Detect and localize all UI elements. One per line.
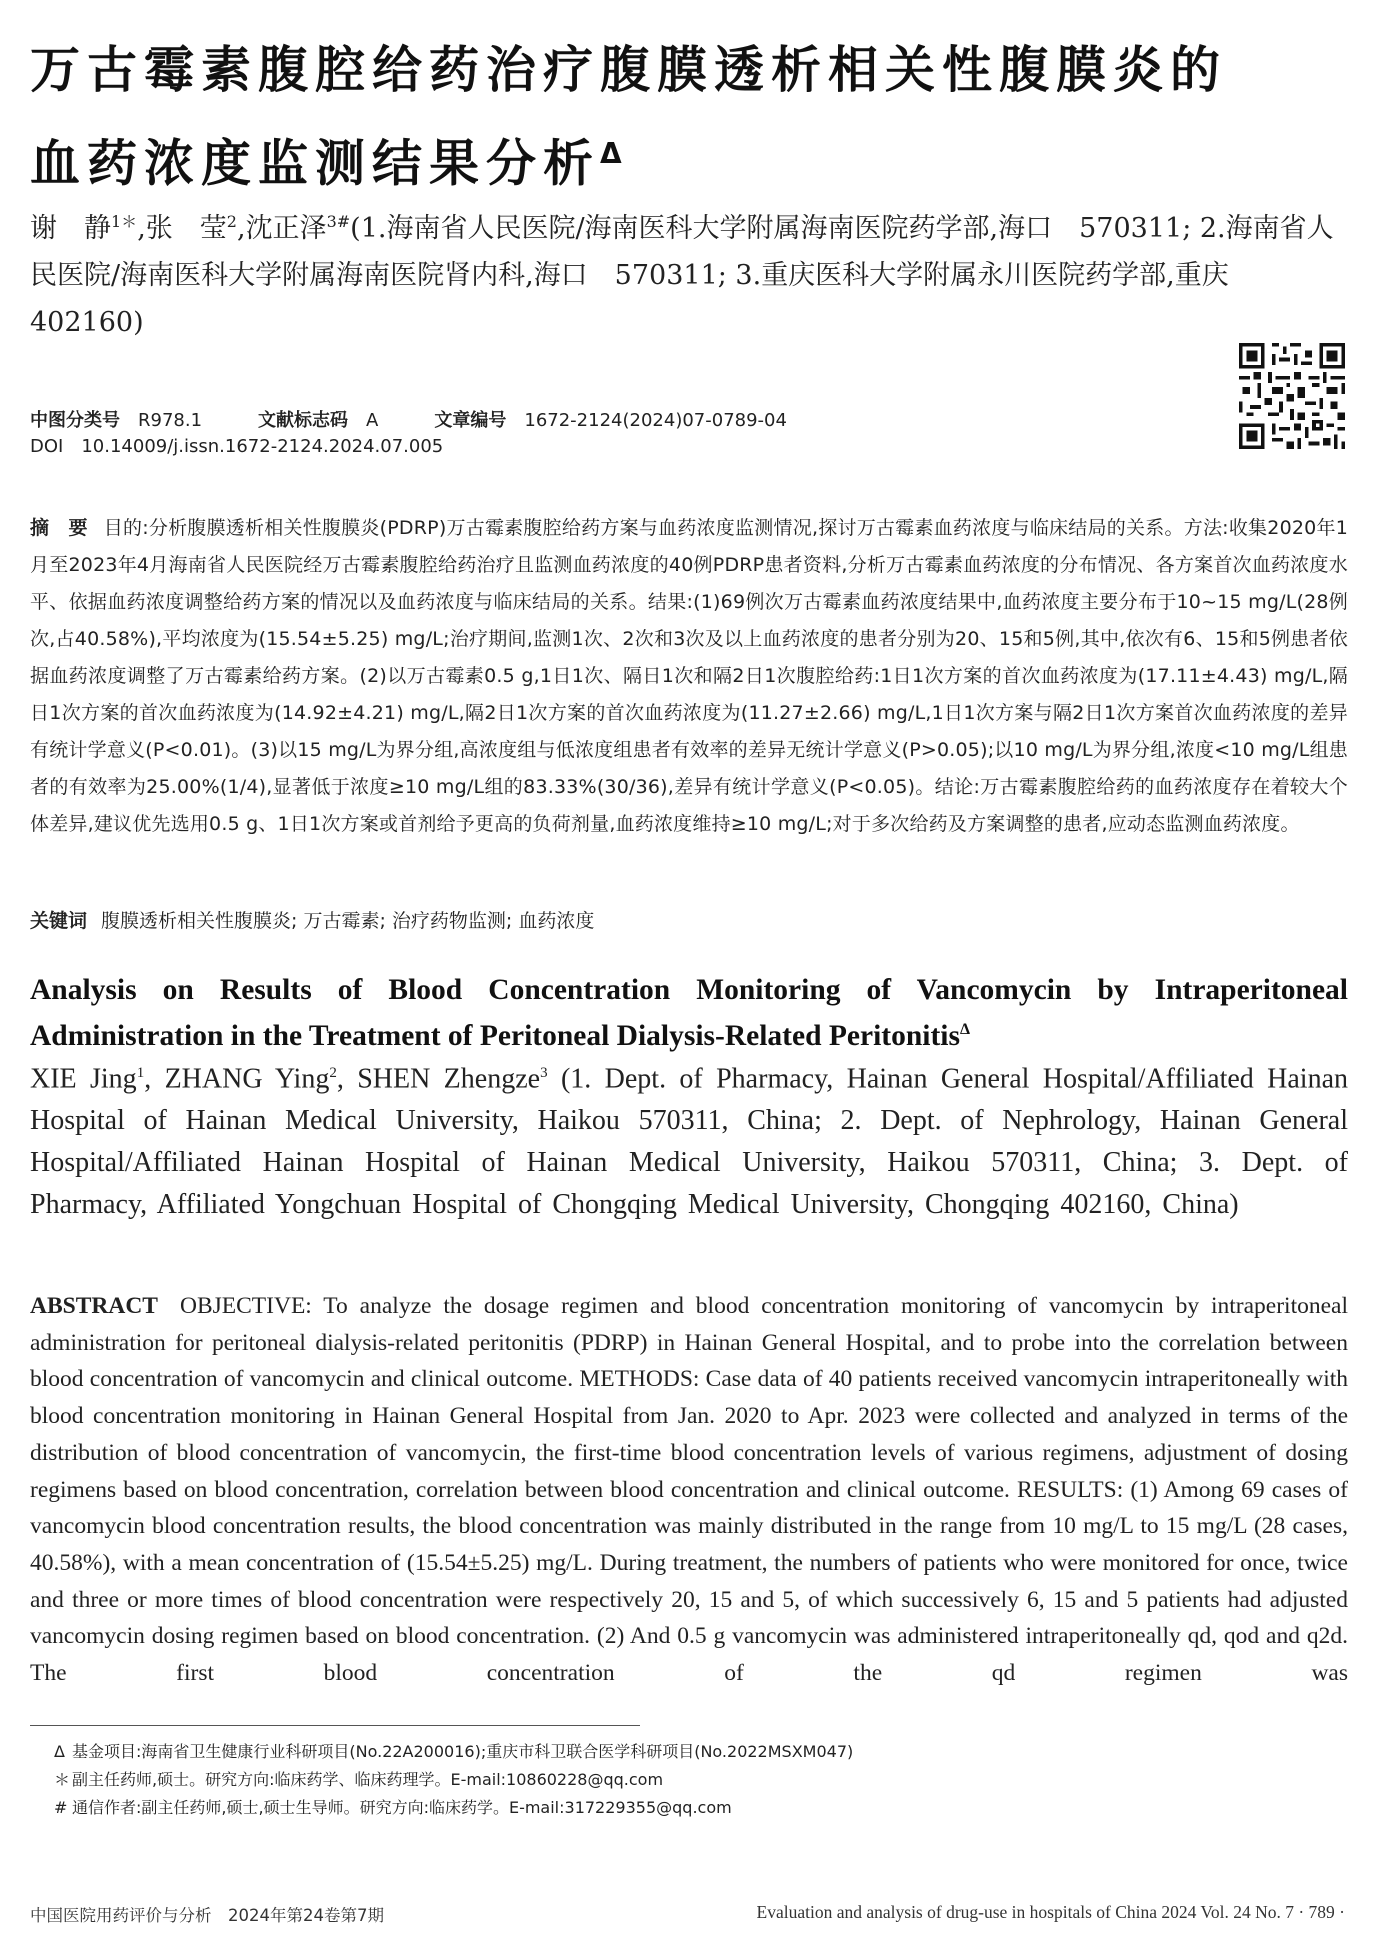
footnote-divider [30, 1725, 640, 1726]
corresponding-footnote [54, 1794, 1332, 1822]
author-name: 沈正泽 [245, 213, 327, 244]
english-abstract-text: OBJECTIVE: To analyze the dosage regimen and blood concentration monitoring of vancomycin by intraperitoneal administration for peritoneal dialysis-related peritonitis (PDRP) in Hainan General Hospital, and to probe into the correlation between blood concentration of vancomycin and clinical outcome. METHODS: Case data of 40 patients received vancomycin intraperitoneally with blood concentration monitoring in Hainan General Hospital from Jan. 2020 to Apr. 2023 were collected and analyzed in terms of the distribution of blood concentration of vancomycin, the first-time blood concentration levels of various regimens, adjustment of dosing regimens based on blood concentration, correlation between blood concentration and clinical outcome. RESULTS: (1) Among 69 cases of vancomycin blood concentration results, the blood concentration was mainly distributed in the range from 10 mg/L to 15 mg/L (28 cases, 40.58%), with a mean concentration of (15.54±5.25) mg/L. During treatment, the numbers of patients who were monitored for once, twice and three or more times of blood concentration were respectively 20, 15 and 5, of which successively 6, 15 and 5 patients had adjusted vancomycin dosing regimen based on blood concentration. (2) And 0.5 g vancomycin was administered intraperitoneally qd, qod and q2d. The first blood concentration of the qd regimen was [30, 1293, 1348, 1687]
author-sup: 1＊ [111, 212, 138, 231]
first-author-footnote [54, 1766, 1332, 1794]
qr-code-icon [1239, 343, 1345, 449]
chinese-abstract-label: 摘 要 [30, 517, 88, 539]
author-sup: 3# [326, 212, 351, 231]
classification-line [30, 406, 787, 432]
chinese-title [30, 28, 1350, 206]
author-name: SHEN Zhengze [357, 1063, 541, 1095]
author-name: ZHANG Ying [164, 1063, 330, 1095]
fund-text: 基金项目:海南省卫生健康行业科研项目(No.22A200016);重庆市科卫联合医学科研项目(No.2022MSXM047) [72, 1742, 854, 1761]
article-no-label: 文章编号 [434, 410, 507, 431]
fund-triangle-mark: Δ [959, 1021, 970, 1038]
chinese-keywords-label: 关键词 [30, 910, 88, 932]
author-sup: 2 [226, 212, 237, 231]
author-sup: 3 [540, 1065, 548, 1081]
footnotes [54, 1738, 1332, 1822]
chinese-title-line1: 万古霉素腹腔给药治疗腹膜透析相关性腹膜炎的 [30, 41, 1227, 99]
fund-footnote [54, 1738, 1332, 1766]
chinese-abstract [30, 510, 1348, 843]
chinese-affiliations: (1.海南省人民医院/海南医科大学附属海南医院药学部,海口 570311; 2.海南省人民医院/海南医科大学附属海南医院肾内科,海口 570311; 3.重庆医科大学附属永川医院药学部,重庆 402160) [30, 213, 1334, 338]
fund-triangle-mark: Δ [600, 137, 622, 170]
doi-line [30, 436, 443, 457]
chinese-abstract-text: 目的:分析腹膜透析相关性腹膜炎(PDRP)万古霉素腹腔给药方案与血药浓度监测情况,探讨万古霉素血药浓度与临床结局的关系。方法:收集2020年1月至2023年4月海南省人民医院经万古霉素腹腔给药治疗且监测血药浓度的40例PDRP患者资料,分析万古霉素血药浓度的分布情况、各方案首次血药浓度水平、依据血药浓度调整给药方案的情况以及血药浓度与临床结局的关系。结果:(1)69例次万古霉素血药浓度结果中,血药浓度主要分布于10~15 mg/L(28例次,占40.58%),平均浓度为(15.54±5.25) mg/L;治疗期间,监测1次、2次和3次及以上血药浓度的患者分别为20、15和5例,其中,依次有6、15和5例患者依据血药浓度调整了万古霉素给药方案。(2)以万古霉素0.5 g,1日1次、隔日1次和隔2日1次腹腔给药:1日1次方案的首次血药浓度为(17.11±4.43) mg/L,隔日1次方案的首次血药浓度为(14.92±4.21) mg/L,隔2日1次方案的首次血药浓度为(11.27±2.66) mg/L,1日1次方案与隔2日1次方案首次血药浓度的差异有统计学意义(P<0.01)。(3)以15 mg/L为界分组,高浓度组与低浓度组患者有效率的差异无统计学意义(P>0.05);以10 mg/L为界分组,浓度<10 mg/L组患者的有效率为25.00%(1/4),显著低于浓度≥10 mg/L组的83.33%(30/36),差异有统计学意义(P<0.05)。结论:万古霉素腹腔给药的血药浓度存在着较大个体差异,建议优先选用0.5 g、1日1次方案或首剂给予更高的负荷剂量,血药浓度维持≥10 mg/L;对于多次给药及方案调整的患者,应动态监测血药浓度。 [30, 517, 1348, 835]
english-abstract-label: ABSTRACT [30, 1293, 158, 1319]
author-sup: 2 [329, 1065, 337, 1081]
doi-label: DOI [30, 436, 64, 457]
footnote-mark: ＊ [54, 1770, 71, 1789]
author-name: XIE Jing [30, 1063, 137, 1095]
chinese-keywords [30, 905, 1348, 937]
footnote-mark: # [54, 1798, 68, 1817]
english-abstract [30, 1288, 1348, 1692]
english-authors: XIE Jing$^1$, ZHANG Ying$^2$, SHEN Zhengze$^3$ (1. Dept. of Pharmacy, Hainan General Hospital/Affiliated Hainan Hospital of Hainan Medical University, Haikou 570311, China; 2. Dept. of Nephrology, Hainan General Hospital/Affiliated Hainan Hospital of Hainan Medical University, Haikou 570311, China; 3. Dept. of Pharmacy, Affiliated Yongchuan Hospital of Chongqing Medical University, Chongqing 402160, China) [30, 1063, 1349, 1221]
article-no-value: 1672-2124(2024)07-0789-04 [524, 410, 787, 431]
footnote-mark: Δ [54, 1742, 65, 1761]
english-affiliations: (1. Dept. of Pharmacy, Hainan General Hospital/Affiliated Hainan Hospital of Hainan Medical University, Haikou 570311, China; 2. Dept. of Nephrology, Hainan General Hospital/Affiliated Hainan Hospital of Hainan Medical University, Haikou 570311, China; 3. Dept. of Pharmacy, Affiliated Yongchuan Hospital of Chongqing Medical University, Chongqing 402160, China) [30, 1063, 1349, 1221]
clc-value: R978.1 [138, 410, 203, 431]
author-name: 谢 静 [30, 213, 111, 244]
english-title-text: Analysis on Results of Blood Concentration Monitoring of Vancomycin by Intraperitoneal Administration in the Treatment of Peritoneal Dialysis-Related Peritonitis [30, 974, 1348, 1052]
first-author-text: 副主任药师,硕士。研究方向:临床药学、临床药理学。E-mail:10860228@qq.com [72, 1770, 664, 1789]
footer-journal-en: Evaluation and analysis of drug-use in hospitals of China 2024 Vol. 24 No. 7 · 789 · [756, 1902, 1345, 1922]
corresponding-text: 通信作者:副主任药师,硕士,硕士生导师。研究方向:临床药学。E-mail:317229355@qq.com [72, 1798, 732, 1817]
author-name: 张 莹 [145, 213, 227, 244]
doi-value: 10.14009/j.issn.1672-2124.2024.07.005 [81, 436, 444, 457]
clc-label: 中图分类号 [30, 410, 120, 431]
doc-code-value: A [366, 410, 379, 431]
chinese-title-line2: 血药浓度监测结果分析 [30, 134, 600, 193]
doc-code-label: 文献标志码 [258, 410, 349, 431]
chinese-keywords-text: 腹膜透析相关性腹膜炎; 万古霉素; 治疗药物监测; 血药浓度 [101, 910, 595, 932]
english-title [30, 970, 1348, 1056]
chinese-authors: 谢 静$^{1*}$,张 莹$^2$,沈正泽$^{3\#}$(1.海南省人民医院/海南医科大学附属海南医院药学部,海口 570311; 2.海南省人民医院/海南医科大学附属海南医院肾内科,海口 570311; 3.重庆医科大学附属永川医院药学部,重庆 402160) [30, 212, 1334, 338]
author-sup: 1 [136, 1065, 145, 1081]
footer-journal-cn: 中国医院用药评价与分析 2024年第24卷第7期 [30, 1906, 384, 1925]
